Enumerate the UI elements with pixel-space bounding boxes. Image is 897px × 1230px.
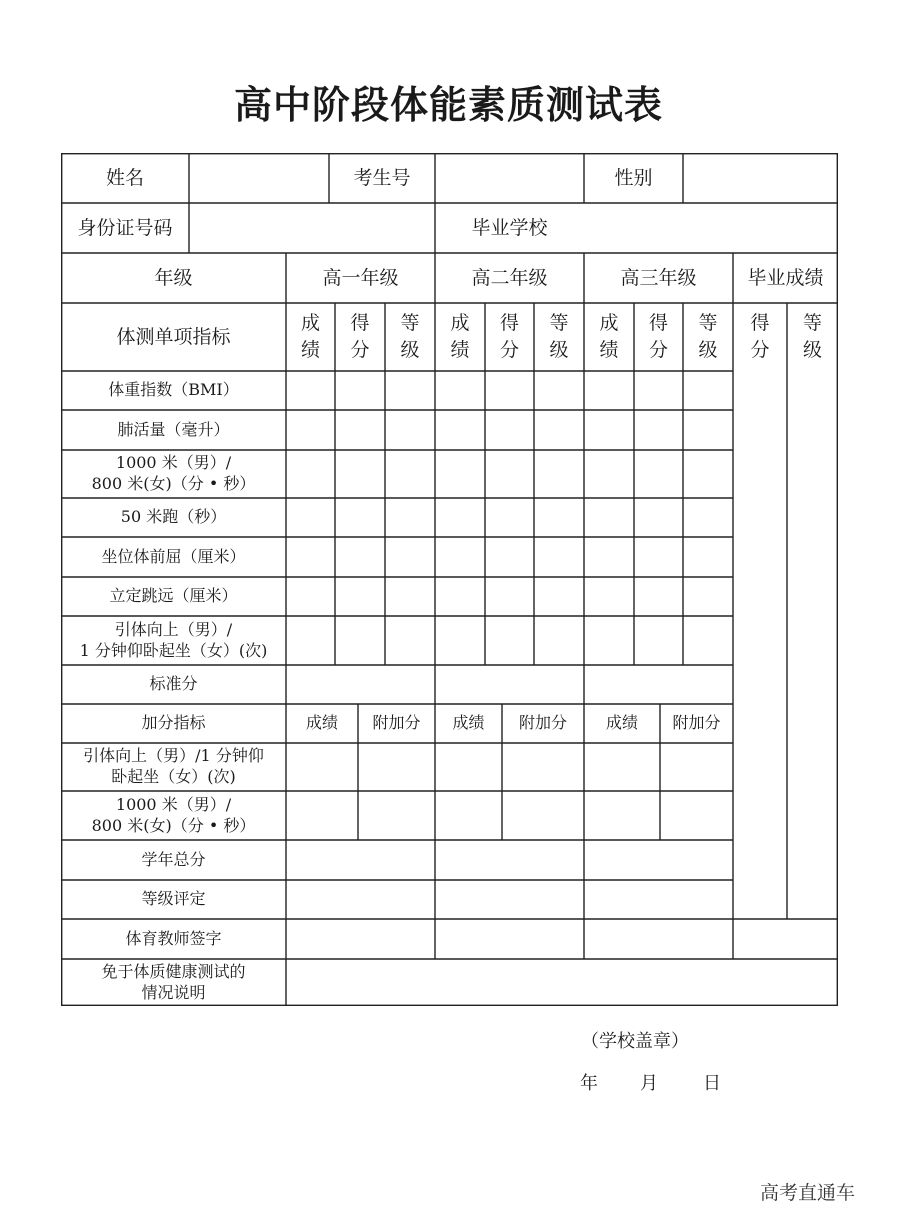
bonus-item-pullups-situps: 引体向上（男）/1 分钟仰 卧起坐（女）(次) bbox=[83, 746, 264, 786]
g2-level-header: 等 级 bbox=[549, 312, 569, 361]
standard-score-label: 标准分 bbox=[149, 674, 198, 694]
g3-bonus-extra-header: 附加分 bbox=[672, 713, 721, 733]
name-label: 姓名 bbox=[105, 166, 144, 189]
exam-no-label: 考生号 bbox=[353, 166, 411, 189]
bonus-label: 加分指标 bbox=[141, 713, 206, 733]
g2-points-header: 得 分 bbox=[499, 312, 519, 361]
item-bmi: 体重指数（BMI） bbox=[108, 380, 239, 400]
g1-points-header: 得 分 bbox=[350, 312, 370, 361]
watermark: 高考直通车 bbox=[760, 1182, 856, 1204]
item-endurance-run: 1000 米（男）/ 800 米(女)（分 • 秒） bbox=[91, 453, 256, 493]
fitness-test-table bbox=[61, 153, 838, 1006]
g3-points-header: 得 分 bbox=[648, 312, 668, 361]
g3-score-header: 成 绩 bbox=[599, 312, 619, 361]
g1-score-header: 成 绩 bbox=[300, 312, 320, 361]
school-stamp-label: （学校盖章） bbox=[581, 1031, 689, 1052]
grade-2-header: 高二年级 bbox=[471, 266, 548, 289]
teacher-signature-label: 体育教师签字 bbox=[125, 928, 222, 948]
g1-bonus-score-header: 成绩 bbox=[305, 713, 338, 733]
g2-bonus-extra-header: 附加分 bbox=[518, 713, 567, 733]
g1-level-header: 等 级 bbox=[400, 312, 420, 361]
id-number-label: 身份证号码 bbox=[77, 216, 173, 239]
grade-3-header: 高三年级 bbox=[620, 266, 697, 289]
g2-score-header: 成 绩 bbox=[450, 312, 470, 361]
date-day-label: 日 bbox=[703, 1073, 721, 1094]
date-year-label: 年 bbox=[580, 1073, 598, 1094]
g3-bonus-score-header: 成绩 bbox=[605, 713, 638, 733]
item-sit-and-reach: 坐位体前屈（厘米） bbox=[101, 546, 246, 566]
grade-label: 年级 bbox=[154, 266, 193, 289]
item-lung-capacity: 肺活量（毫升） bbox=[117, 419, 230, 439]
item-pullups-situps: 引体向上（男）/ 1 分钟仰卧起坐（女）(次) bbox=[79, 619, 268, 660]
gender-label: 性别 bbox=[614, 166, 653, 189]
item-standing-long-jump: 立定跳远（厘米） bbox=[109, 586, 238, 606]
exemption-note-label: 免于体质健康测试的 情况说明 bbox=[101, 961, 246, 1002]
final-level-header: 等 级 bbox=[802, 312, 822, 361]
g3-level-header: 等 级 bbox=[698, 312, 718, 361]
year-total-label: 学年总分 bbox=[141, 849, 206, 869]
metric-label: 体测单项指标 bbox=[116, 325, 231, 348]
graduation-school-label: 毕业学校 bbox=[471, 216, 548, 239]
final-points-header: 得 分 bbox=[750, 312, 770, 361]
date-month-label: 月 bbox=[640, 1073, 658, 1094]
grade-1-header: 高一年级 bbox=[322, 266, 399, 289]
bonus-item-endurance-run: 1000 米（男）/ 800 米(女)（分 • 秒） bbox=[91, 794, 256, 835]
page-title: 高中阶段体能素质测试表 bbox=[233, 82, 663, 127]
g1-bonus-extra-header: 附加分 bbox=[372, 713, 421, 733]
level-evaluation-label: 等级评定 bbox=[141, 889, 206, 909]
graduation-score-header: 毕业成绩 bbox=[747, 266, 824, 289]
item-50m-sprint: 50 米跑（秒） bbox=[120, 507, 227, 527]
g2-bonus-score-header: 成绩 bbox=[452, 713, 485, 733]
